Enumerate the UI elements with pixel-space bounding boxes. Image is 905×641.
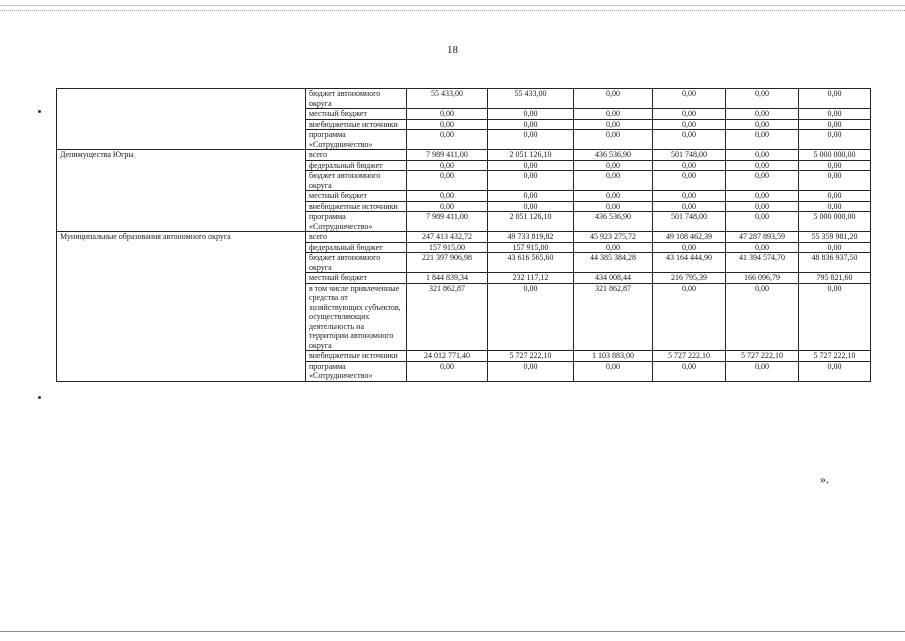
- amount-cell: 55 433,00: [488, 89, 574, 109]
- amount-cell: 0,00: [488, 191, 574, 202]
- amount-cell: 434 008,44: [574, 273, 653, 284]
- amount-cell: 0,00: [799, 89, 871, 109]
- amount-cell: 0,00: [574, 160, 653, 171]
- amount-cell: 0,00: [799, 242, 871, 253]
- amount-cell: 45 923 275,72: [574, 232, 653, 243]
- amount-cell: 2 051 126,10: [488, 212, 574, 232]
- amount-cell: 0,00: [726, 201, 799, 212]
- funding-source-cell: программа «Сотрудничество»: [306, 130, 407, 150]
- amount-cell: 0,00: [574, 201, 653, 212]
- margin-dot: [38, 110, 41, 113]
- funding-source-cell: внебюджетные источники: [306, 119, 407, 130]
- funding-source-cell: всего: [306, 150, 407, 161]
- closing-quote-mark: ».: [820, 472, 829, 486]
- amount-cell: 0,00: [488, 130, 574, 150]
- amount-cell: 0,00: [488, 283, 574, 351]
- funding-source-cell: программа «Сотрудничество»: [306, 361, 407, 381]
- amount-cell: 0,00: [653, 191, 726, 202]
- amount-cell: 216 795,39: [653, 273, 726, 284]
- amount-cell: 5 727 222,10: [799, 351, 871, 362]
- amount-cell: 221 397 906,98: [407, 253, 488, 273]
- amount-cell: 0,00: [574, 89, 653, 109]
- amount-cell: 0,00: [726, 171, 799, 191]
- funding-source-cell: бюджет автономного округа: [306, 253, 407, 273]
- funding-source-cell: местный бюджет: [306, 273, 407, 284]
- amount-cell: 0,00: [407, 191, 488, 202]
- amount-cell: 0,00: [653, 119, 726, 130]
- amount-cell: 0,00: [407, 171, 488, 191]
- amount-cell: 5 727 222,10: [653, 351, 726, 362]
- funding-source-cell: в том числе привлеченные средства от хозяйствующих субъектов, осуществляющих деятельность на территории автономного округа: [306, 283, 407, 351]
- organization-cell: [57, 89, 306, 150]
- amount-cell: 157 915,00: [407, 242, 488, 253]
- amount-cell: 0,00: [574, 130, 653, 150]
- amount-cell: 0,00: [726, 89, 799, 109]
- amount-cell: 0,00: [726, 150, 799, 161]
- organization-cell: Муниципальные образования автономного округа: [57, 232, 306, 382]
- amount-cell: 55 433,00: [407, 89, 488, 109]
- amount-cell: 0,00: [574, 361, 653, 381]
- amount-cell: 0,00: [407, 130, 488, 150]
- amount-cell: 321 862,87: [574, 283, 653, 351]
- amount-cell: 0,00: [726, 242, 799, 253]
- amount-cell: 0,00: [407, 361, 488, 381]
- funding-source-cell: внебюджетные источники: [306, 201, 407, 212]
- amount-cell: 0,00: [488, 171, 574, 191]
- amount-cell: 0,00: [574, 171, 653, 191]
- amount-cell: 0,00: [653, 160, 726, 171]
- amount-cell: 436 536,90: [574, 212, 653, 232]
- amount-cell: 0,00: [653, 171, 726, 191]
- page-number: 18: [447, 44, 458, 56]
- amount-cell: 0,00: [407, 119, 488, 130]
- margin-dot: [38, 396, 41, 399]
- amount-cell: 0,00: [726, 212, 799, 232]
- amount-cell: 0,00: [488, 109, 574, 120]
- amount-cell: 0,00: [653, 201, 726, 212]
- amount-cell: 0,00: [799, 109, 871, 120]
- amount-cell: 0,00: [799, 361, 871, 381]
- amount-cell: 0,00: [574, 191, 653, 202]
- amount-cell: 0,00: [799, 191, 871, 202]
- amount-cell: 0,00: [488, 201, 574, 212]
- amount-cell: 0,00: [799, 171, 871, 191]
- amount-cell: 0,00: [799, 119, 871, 130]
- amount-cell: 0,00: [726, 191, 799, 202]
- amount-cell: 436 536,90: [574, 150, 653, 161]
- amount-cell: 44 385 384,28: [574, 253, 653, 273]
- amount-cell: 49 733 819,82: [488, 232, 574, 243]
- amount-cell: 0,00: [653, 89, 726, 109]
- funding-source-cell: федеральный бюджет: [306, 160, 407, 171]
- amount-cell: 49 108 462,39: [653, 232, 726, 243]
- amount-cell: 0,00: [488, 119, 574, 130]
- amount-cell: 43 164 444,90: [653, 253, 726, 273]
- table-row: [57, 232, 871, 243]
- scan-top-edge: [0, 0, 905, 11]
- amount-cell: 1 844 839,34: [407, 273, 488, 284]
- amount-cell: 0,00: [726, 361, 799, 381]
- amount-cell: 0,00: [653, 109, 726, 120]
- funding-source-cell: федеральный бюджет: [306, 242, 407, 253]
- amount-cell: 0,00: [653, 130, 726, 150]
- amount-cell: 501 748,00: [653, 150, 726, 161]
- amount-cell: 321 862,87: [407, 283, 488, 351]
- table-row: [57, 150, 871, 161]
- amount-cell: 0,00: [653, 283, 726, 351]
- budget-table: [56, 88, 871, 382]
- funding-source-cell: бюджет автономного округа: [306, 171, 407, 191]
- amount-cell: 0,00: [407, 109, 488, 120]
- funding-source-cell: внебюджетные источники: [306, 351, 407, 362]
- funding-source-cell: всего: [306, 232, 407, 243]
- amount-cell: 5 000 000,00: [799, 212, 871, 232]
- amount-cell: 0,00: [726, 130, 799, 150]
- amount-cell: 0,00: [574, 109, 653, 120]
- amount-cell: 0,00: [726, 283, 799, 351]
- amount-cell: 0,00: [488, 361, 574, 381]
- amount-cell: 2 051 126,10: [488, 150, 574, 161]
- amount-cell: 7 989 411,00: [407, 150, 488, 161]
- amount-cell: 0,00: [407, 201, 488, 212]
- amount-cell: 48 836 937,50: [799, 253, 871, 273]
- funding-source-cell: программа «Сотрудничество»: [306, 212, 407, 232]
- amount-cell: 501 748,00: [653, 212, 726, 232]
- amount-cell: 247 413 432,72: [407, 232, 488, 243]
- amount-cell: 0,00: [799, 160, 871, 171]
- amount-cell: 0,00: [574, 242, 653, 253]
- amount-cell: 166 096,79: [726, 273, 799, 284]
- amount-cell: 0,00: [726, 160, 799, 171]
- amount-cell: 0,00: [574, 119, 653, 130]
- organization-cell: Депимущества Югры: [57, 150, 306, 232]
- amount-cell: 0,00: [799, 130, 871, 150]
- amount-cell: 55 359 981,20: [799, 232, 871, 243]
- funding-source-cell: местный бюджет: [306, 191, 407, 202]
- amount-cell: 0,00: [799, 283, 871, 351]
- amount-cell: 0,00: [653, 242, 726, 253]
- amount-cell: 47 287 893,59: [726, 232, 799, 243]
- amount-cell: 0,00: [407, 160, 488, 171]
- amount-cell: 5 727 222,10: [488, 351, 574, 362]
- amount-cell: 0,00: [726, 109, 799, 120]
- table-row: [57, 89, 871, 109]
- amount-cell: 0,00: [799, 201, 871, 212]
- amount-cell: 7 989 411,00: [407, 212, 488, 232]
- amount-cell: 0,00: [653, 361, 726, 381]
- amount-cell: 5 727 222,10: [726, 351, 799, 362]
- amount-cell: 232 117,12: [488, 273, 574, 284]
- funding-source-cell: бюджет автономного округа: [306, 89, 407, 109]
- amount-cell: 157 915,00: [488, 242, 574, 253]
- amount-cell: 43 616 565,60: [488, 253, 574, 273]
- amount-cell: 0,00: [726, 119, 799, 130]
- amount-cell: 5 000 000,00: [799, 150, 871, 161]
- amount-cell: 1 103 883,00: [574, 351, 653, 362]
- amount-cell: 795 821,60: [799, 273, 871, 284]
- amount-cell: 24 012 771,40: [407, 351, 488, 362]
- funding-source-cell: местный бюджет: [306, 109, 407, 120]
- amount-cell: 0,00: [488, 160, 574, 171]
- amount-cell: 41 394 574,70: [726, 253, 799, 273]
